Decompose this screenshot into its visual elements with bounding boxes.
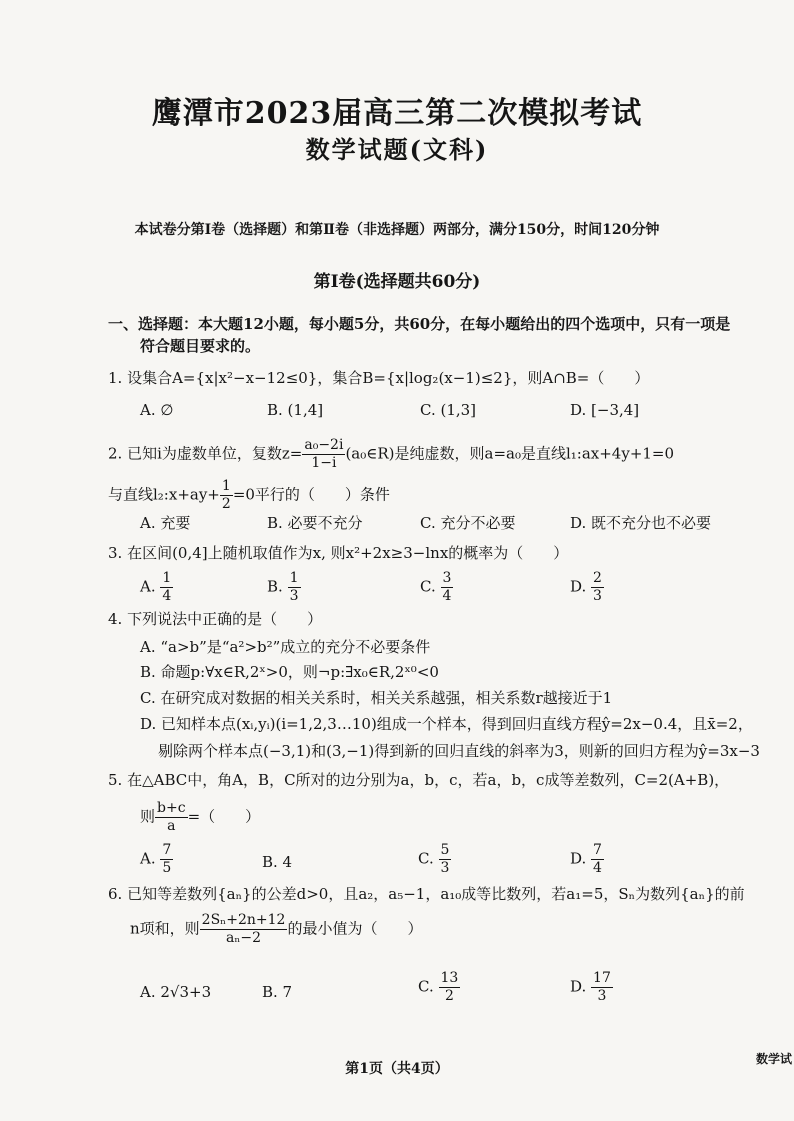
q5-option-a-fraction bbox=[160, 842, 173, 877]
q3-option-a-fraction bbox=[160, 570, 173, 605]
question-2-stem-line2 bbox=[108, 478, 780, 513]
q6-option-b: B. 7 bbox=[262, 983, 293, 1001]
q1-option-c: C. (1,3] bbox=[420, 401, 477, 419]
q2-fraction bbox=[302, 437, 345, 472]
q2-line2-num: 1 bbox=[221, 478, 231, 494]
q5-a-num: 7 bbox=[162, 842, 172, 858]
q3-b-den: 3 bbox=[289, 588, 299, 604]
q4-option-d: D. 已知样本点(xᵢ,yᵢ)(i=1,2,3…10)组成一个样本，得到回归直线方程ŷ=2x−0.4，且x̄=2， bbox=[140, 715, 753, 733]
q3-d-num: 2 bbox=[593, 570, 602, 586]
q3-option-b-label: B. bbox=[267, 577, 283, 596]
q6-fraction-num: 2Sₙ+2n+12 bbox=[201, 912, 286, 928]
q5-a-den: 5 bbox=[162, 860, 172, 876]
q5-option-b: B. 4 bbox=[262, 853, 293, 871]
q6-c-den: 2 bbox=[444, 988, 454, 1004]
q2-stem-pre: 2. 已知i为虚数单位，复数z= bbox=[108, 444, 303, 463]
q5-option-c-label: C. bbox=[418, 849, 434, 868]
q3-d-den: 3 bbox=[593, 588, 602, 604]
part-title: 第Ⅰ卷(选择题共60分) bbox=[313, 272, 481, 292]
q3-option-d-fraction bbox=[591, 570, 604, 605]
q2-line2-post: =0平行的（ ）条件 bbox=[232, 485, 390, 504]
q3-option-d bbox=[570, 570, 604, 605]
q3-option-d-label: D. bbox=[570, 577, 587, 596]
q2-option-c: C. 充分不必要 bbox=[420, 514, 516, 532]
q1-option-a: A. ∅ bbox=[140, 401, 174, 419]
q3-option-b-fraction bbox=[288, 570, 301, 605]
q2-line2-pre: 与直线l₂:x+ay+ bbox=[108, 485, 220, 504]
question-5-stem-line2 bbox=[140, 800, 794, 835]
q6-fraction bbox=[200, 912, 288, 947]
q3-option-a-label: A. bbox=[140, 577, 156, 596]
q6-fraction-den: aₙ−2 bbox=[226, 930, 262, 946]
q5-option-c-fraction bbox=[439, 842, 452, 877]
q5-d-num: 7 bbox=[593, 842, 602, 858]
exam-subtitle: 数学试题(文科) bbox=[305, 135, 489, 164]
q1-option-b: B. (1,4] bbox=[267, 401, 324, 419]
q5-fraction-num: b+c bbox=[157, 800, 186, 816]
section-heading-line1: 一、选择题：本大题12小题，每小题5分，共60分，在每小题给出的四个选项中，只有一项是 bbox=[108, 315, 731, 333]
q3-option-a bbox=[140, 570, 173, 605]
q3-c-num: 3 bbox=[442, 570, 452, 586]
q5-option-d-label: D. bbox=[570, 849, 587, 868]
q3-option-c-fraction bbox=[441, 570, 454, 605]
page-footer: 第1页（共4页） bbox=[345, 1061, 449, 1077]
q5-option-d-fraction bbox=[591, 842, 604, 877]
q6-option-d-fraction bbox=[591, 970, 613, 1005]
q2-stem-post: (a₀∈R)是纯虚数，则a=a₀是直线l₁:ax+4y+1=0 bbox=[345, 444, 675, 463]
question-6-stem-line2 bbox=[130, 912, 794, 947]
q3-b-num: 1 bbox=[289, 570, 299, 586]
q6-option-c-label: C. bbox=[418, 977, 434, 996]
q6-line2-post: 的最小值为（ ） bbox=[287, 919, 423, 938]
q3-option-b bbox=[267, 570, 301, 605]
q6-d-num: 17 bbox=[593, 970, 611, 986]
exam-intro: 本试卷分第Ⅰ卷（选择题）和第Ⅱ卷（非选择题）两部分，满分150分，时间120分钟 bbox=[134, 222, 660, 238]
q6-option-d-label: D. bbox=[570, 977, 587, 996]
q6-line2-pre: n项和，则 bbox=[130, 919, 200, 938]
q3-c-den: 4 bbox=[442, 588, 452, 604]
q6-d-den: 3 bbox=[597, 988, 607, 1004]
exam-title: 鹰潭市2023届高三第二次模拟考试 bbox=[151, 96, 643, 131]
q5-line2-post: =（ ） bbox=[187, 807, 261, 826]
q5-option-a-label: A. bbox=[140, 849, 156, 868]
q6-option-c bbox=[418, 970, 460, 1005]
corner-text: 数学试 bbox=[756, 1052, 793, 1066]
q5-d-den: 4 bbox=[593, 860, 602, 876]
q6-option-c-fraction bbox=[439, 970, 461, 1005]
q3-a-den: 4 bbox=[162, 588, 172, 604]
question-1-stem: 1. 设集合A={x|x²−x−12≤0}，集合B={x|log₂(x−1)≤2}，则A∩B=（ ） bbox=[108, 369, 650, 387]
q5-line2-pre: 则 bbox=[140, 807, 156, 826]
question-4-stem: 4. 下列说法中正确的是（ ） bbox=[108, 610, 323, 628]
q5-option-d bbox=[570, 842, 604, 877]
q2-line2-den: 2 bbox=[221, 496, 231, 512]
question-5-stem: 5. 在△ABC中，角A，B，C所对的边分别为a，b，c，若a，b，c成等差数列，C=2(A+B)， bbox=[108, 771, 730, 789]
q4-option-d-cont: 剔除两个样本点(−3,1)和(3,−1)得到新的回归直线的斜率为3，则新的回归方程为ŷ=3x−3 bbox=[158, 742, 760, 760]
q5-fraction bbox=[155, 800, 188, 835]
q3-a-num: 1 bbox=[162, 570, 172, 586]
q6-option-a: A. 2√3+3 bbox=[140, 983, 212, 1001]
q4-option-c: C. 在研究成对数据的相关关系时，相关关系越强，相关系数r越接近于1 bbox=[140, 689, 613, 707]
question-2-stem bbox=[108, 437, 780, 472]
q5-c-den: 3 bbox=[440, 860, 450, 876]
q2-fraction-num: a₀−2i bbox=[304, 437, 344, 453]
q2-fraction-den: 1−i bbox=[311, 455, 337, 471]
q2-option-b: B. 必要不充分 bbox=[267, 514, 363, 532]
q2-line2-fraction bbox=[220, 478, 233, 513]
q2-option-d: D. 既不充分也不必要 bbox=[570, 514, 712, 532]
q4-option-b: B. 命题p:∀x∈R,2ˣ>0，则¬p:∃x₀∈R,2ˣ⁰<0 bbox=[140, 663, 439, 681]
q5-c-num: 5 bbox=[440, 842, 450, 858]
q4-option-a: A. “a>b”是“a²>b²”成立的充分不必要条件 bbox=[140, 638, 431, 656]
q5-option-a bbox=[140, 842, 173, 877]
q6-c-num: 13 bbox=[440, 970, 459, 986]
q2-option-a: A. 充要 bbox=[140, 514, 191, 532]
q3-option-c bbox=[420, 570, 453, 605]
question-3-stem: 3. 在区间(0,4]上随机取值作为x, 则x²+2x≥3−lnx的概率为（ ） bbox=[108, 544, 569, 562]
question-6-stem: 6. 已知等差数列{aₙ}的公差d>0，且a₂，a₅−1，a₁₀成等比数列，若a₁=5，Sₙ为数列{aₙ}的前 bbox=[108, 885, 745, 903]
q5-fraction-den: a bbox=[167, 818, 176, 834]
q3-option-c-label: C. bbox=[420, 577, 436, 596]
q1-option-d: D. [−3,4] bbox=[570, 401, 640, 419]
q5-option-c bbox=[418, 842, 451, 877]
section-heading-line2: 符合题目要求的。 bbox=[140, 337, 261, 355]
q6-option-d bbox=[570, 970, 613, 1005]
